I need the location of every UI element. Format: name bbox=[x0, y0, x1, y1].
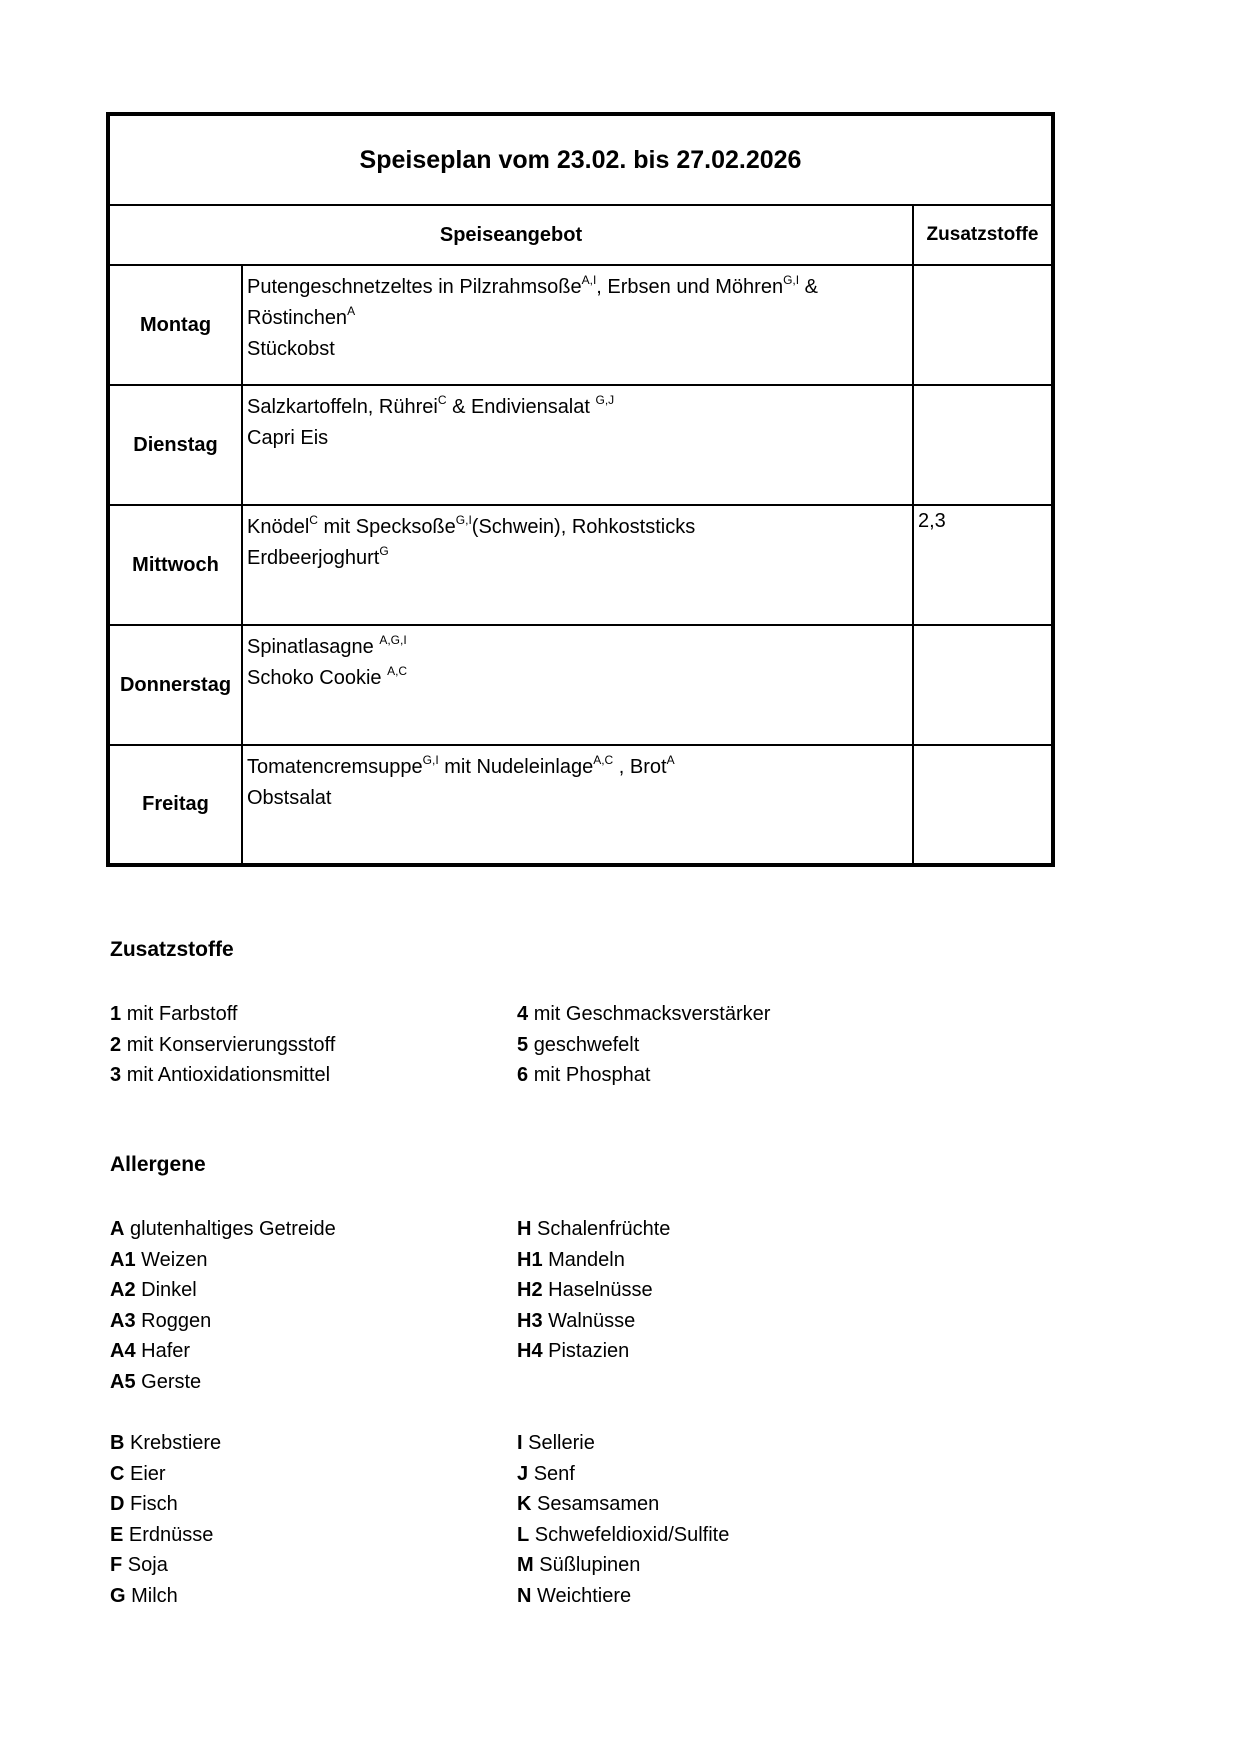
dish-line bbox=[247, 663, 912, 694]
legend-item bbox=[110, 1550, 221, 1581]
allergen-superscript: A bbox=[666, 753, 675, 767]
dish-line bbox=[247, 303, 912, 334]
dish-line bbox=[247, 632, 912, 663]
dish-text: Obstsalat bbox=[247, 787, 332, 809]
legend-code: A3 bbox=[110, 1309, 136, 1332]
legend-label: Erdnüsse bbox=[128, 1523, 214, 1546]
dish-line bbox=[247, 334, 912, 365]
legend-item bbox=[110, 1336, 336, 1367]
dish-text: , Erbsen und Möhren bbox=[596, 276, 784, 298]
legend-label: Weichtiere bbox=[537, 1584, 632, 1607]
legend-item bbox=[110, 1306, 336, 1337]
legend-label: Eier bbox=[130, 1462, 166, 1485]
additives-heading: Zusatzstoffe bbox=[110, 938, 234, 961]
legend-item bbox=[517, 1214, 670, 1245]
title-row bbox=[108, 114, 1053, 205]
legend-item bbox=[517, 1030, 770, 1061]
legend-item bbox=[110, 999, 335, 1030]
legend-label: mit Konservierungsstoff bbox=[126, 1033, 336, 1056]
day-rows bbox=[108, 265, 1053, 865]
dish-cell bbox=[242, 745, 913, 865]
legend-item bbox=[110, 1367, 336, 1398]
legend-label: mit Farbstoff bbox=[126, 1003, 238, 1025]
legend-code: N bbox=[517, 1584, 532, 1607]
legend-label: mit Antioxidationsmittel bbox=[126, 1064, 331, 1086]
legend-code: 6 bbox=[517, 1064, 529, 1086]
dish-line bbox=[247, 272, 912, 303]
additives-cell bbox=[913, 385, 1053, 505]
legend-code: G bbox=[110, 1584, 126, 1607]
allergen-superscript: G,I bbox=[783, 273, 800, 287]
legend-label: mit Geschmacksverstärker bbox=[533, 1003, 771, 1025]
legend-code: H1 bbox=[517, 1248, 543, 1271]
legend-code: H4 bbox=[517, 1340, 543, 1362]
dish-line bbox=[247, 543, 912, 574]
legend-code: 3 bbox=[110, 1064, 122, 1086]
legend-label: Senf bbox=[533, 1462, 575, 1485]
dish-cell bbox=[242, 265, 913, 385]
legend-label: glutenhaltiges Getreide bbox=[130, 1218, 336, 1240]
day-row-mittwoch bbox=[108, 505, 1053, 625]
legend-label: Süßlupinen bbox=[539, 1554, 641, 1576]
legend-code: A4 bbox=[110, 1340, 136, 1362]
legend-label: Sellerie bbox=[528, 1432, 595, 1454]
legend-item bbox=[517, 999, 770, 1030]
allergen-superscript: G,J bbox=[595, 393, 615, 407]
dish-text: & Endiviensalat bbox=[446, 396, 596, 418]
allergens-heading: Allergene bbox=[110, 1153, 206, 1176]
legend-label: Haselnüsse bbox=[548, 1279, 653, 1301]
legend-item bbox=[110, 1428, 221, 1459]
allergen-superscript: C bbox=[309, 513, 318, 527]
day-row-montag bbox=[108, 265, 1053, 385]
day-label: Mittwoch bbox=[108, 505, 242, 625]
dish-cell bbox=[242, 385, 913, 505]
dish-text: & bbox=[799, 276, 818, 298]
legend-code: I bbox=[517, 1432, 523, 1454]
additives-cell bbox=[913, 745, 1053, 865]
legend-code: 4 bbox=[517, 1003, 529, 1025]
allergen-superscript: A,I bbox=[581, 273, 597, 287]
dish-line bbox=[247, 423, 912, 454]
legend-code: H2 bbox=[517, 1279, 543, 1301]
legend-label: Pistazien bbox=[548, 1340, 630, 1362]
legend-code: 5 bbox=[517, 1033, 529, 1056]
legend-item bbox=[110, 1275, 336, 1306]
legend-item bbox=[517, 1489, 729, 1520]
legend-label: Milch bbox=[131, 1584, 178, 1607]
dish-text: Salzkartoffeln, Rührei bbox=[247, 396, 438, 418]
legend-code: B bbox=[110, 1432, 125, 1454]
allergen-superscript: A,G,I bbox=[379, 633, 407, 647]
additives-cell bbox=[913, 265, 1053, 385]
dish-text: Röstinchen bbox=[247, 307, 348, 329]
dish-text: Tomatencremsuppe bbox=[247, 756, 423, 778]
additives-cell: 2,3 bbox=[913, 505, 1053, 625]
legend-label: Krebstiere bbox=[130, 1432, 222, 1454]
legend-item bbox=[517, 1581, 729, 1612]
allergen-superscript: A,C bbox=[593, 753, 614, 767]
allergen-superscript: A,C bbox=[387, 664, 408, 678]
allergen-superscript: A bbox=[347, 304, 356, 318]
menu-table bbox=[106, 112, 1055, 867]
day-label: Dienstag bbox=[108, 385, 242, 505]
dish-cell bbox=[242, 505, 913, 625]
allergen-superscript: G bbox=[379, 544, 389, 558]
legend-label: Soja bbox=[127, 1554, 168, 1576]
header-offer: Speiseangebot bbox=[108, 205, 913, 265]
dish-cell bbox=[242, 625, 913, 745]
legend-code: H3 bbox=[517, 1309, 543, 1332]
dish-text: Putengeschnetzeltes in Pilzrahmsoße bbox=[247, 276, 582, 298]
day-label: Donnerstag bbox=[108, 625, 242, 745]
legend-code: E bbox=[110, 1523, 124, 1546]
day-row-dienstag bbox=[108, 385, 1053, 505]
legend-item bbox=[517, 1336, 670, 1367]
dish-text: mit Nudeleinlage bbox=[438, 756, 594, 778]
dish-line bbox=[247, 752, 912, 783]
legend-code: K bbox=[517, 1493, 532, 1515]
legend-item bbox=[517, 1459, 729, 1490]
legend-item bbox=[110, 1214, 336, 1245]
legend-label: Weizen bbox=[141, 1248, 208, 1271]
legend-label: geschwefelt bbox=[533, 1033, 640, 1056]
legend-code: D bbox=[110, 1493, 125, 1515]
legend-item bbox=[517, 1550, 729, 1581]
legend-label: Walnüsse bbox=[548, 1309, 636, 1332]
legend-code: A1 bbox=[110, 1248, 136, 1271]
legend-code: L bbox=[517, 1523, 530, 1546]
legend-item bbox=[110, 1489, 221, 1520]
legend-code: 1 bbox=[110, 1003, 122, 1025]
legend-item bbox=[110, 1060, 335, 1091]
legend-item bbox=[110, 1030, 335, 1061]
day-row-donnerstag bbox=[108, 625, 1053, 745]
allergen-superscript: C bbox=[437, 393, 447, 407]
legend-code: A2 bbox=[110, 1279, 136, 1301]
legend-code: F bbox=[110, 1554, 123, 1576]
dish-text: , Brot bbox=[613, 756, 667, 778]
dish-text: mit Specksoße bbox=[317, 516, 456, 538]
legend-item bbox=[517, 1428, 729, 1459]
legend-code: A5 bbox=[110, 1370, 136, 1393]
legend-label: Roggen bbox=[141, 1309, 212, 1332]
legend-label: Hafer bbox=[141, 1340, 191, 1362]
legend-item bbox=[110, 1581, 221, 1612]
legend-code: H bbox=[517, 1218, 532, 1240]
dish-line bbox=[247, 392, 912, 423]
legend-code: 2 bbox=[110, 1033, 122, 1056]
allergen-superscript: G,I bbox=[422, 753, 439, 767]
additives-cell bbox=[913, 625, 1053, 745]
legend-item bbox=[517, 1245, 670, 1276]
dish-line bbox=[247, 512, 912, 543]
legend-item bbox=[110, 1245, 336, 1276]
legend-label: Mandeln bbox=[548, 1248, 625, 1271]
legend-code: A bbox=[110, 1218, 125, 1240]
dish-text: Erdbeerjoghurt bbox=[247, 547, 380, 569]
dish-text: Capri Eis bbox=[247, 427, 329, 449]
allergens-list-group2-col1 bbox=[110, 1428, 221, 1611]
menu-title: Speiseplan vom 23.02. bis 27.02.2026 bbox=[108, 114, 1053, 205]
dish-text: (Schwein), Rohkoststicks bbox=[471, 516, 696, 538]
legend-label: Sesamsamen bbox=[537, 1493, 660, 1515]
legend-label: Gerste bbox=[141, 1370, 202, 1393]
header-row bbox=[108, 205, 1053, 265]
legend-label: Dinkel bbox=[141, 1279, 197, 1301]
legend-item bbox=[517, 1275, 670, 1306]
additives-list-col1 bbox=[110, 999, 335, 1091]
legend-item bbox=[517, 1060, 770, 1091]
legend-item bbox=[110, 1459, 221, 1490]
legend-item bbox=[110, 1520, 221, 1551]
allergens-list-group1-col2 bbox=[517, 1214, 670, 1367]
legend-label: mit Phosphat bbox=[533, 1064, 651, 1086]
legend-item bbox=[517, 1520, 729, 1551]
legend-label: Schwefeldioxid/Sulfite bbox=[534, 1523, 730, 1546]
legend-item bbox=[517, 1306, 670, 1337]
dish-text: Knödel bbox=[247, 516, 310, 538]
day-label: Freitag bbox=[108, 745, 242, 865]
dish-line bbox=[247, 783, 912, 814]
header-additives: Zusatzstoffe bbox=[913, 205, 1053, 265]
allergens-list-group1-col1 bbox=[110, 1214, 336, 1397]
legend-label: Fisch bbox=[130, 1493, 178, 1515]
allergens-list-group2-col2 bbox=[517, 1428, 729, 1611]
allergen-superscript: G,I bbox=[455, 513, 472, 527]
legend-label: Schalenfrüchte bbox=[537, 1218, 671, 1240]
dish-text: Stückobst bbox=[247, 338, 335, 360]
dish-text: Schoko Cookie bbox=[247, 667, 388, 689]
legend-code: J bbox=[517, 1462, 529, 1485]
dish-text: Spinatlasagne bbox=[247, 636, 380, 658]
legend-code: C bbox=[110, 1462, 125, 1485]
additives-list-col2 bbox=[517, 999, 770, 1091]
legend-code: M bbox=[517, 1554, 534, 1576]
day-label: Montag bbox=[108, 265, 242, 385]
day-row-freitag bbox=[108, 745, 1053, 865]
